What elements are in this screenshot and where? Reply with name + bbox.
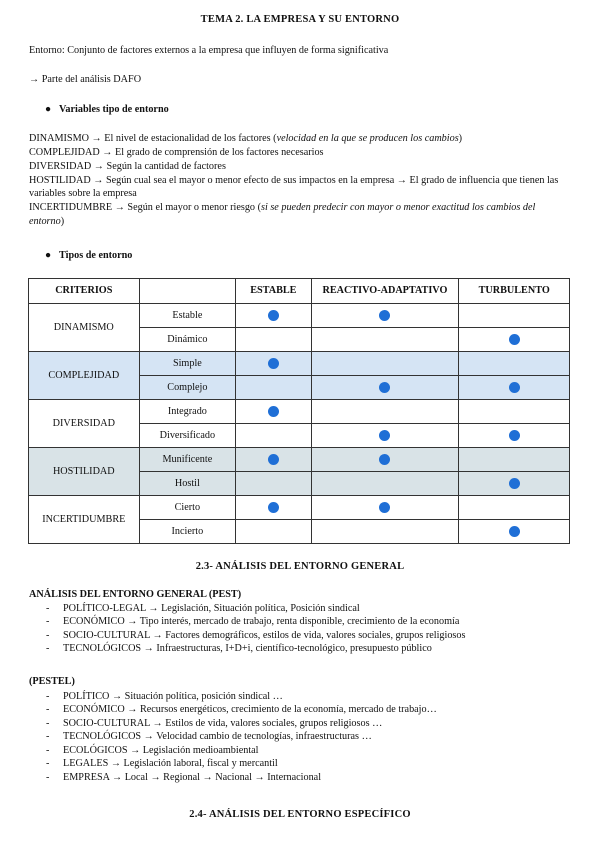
header-turbulento: TURBULENTO (459, 279, 570, 304)
mark-cell (311, 304, 459, 328)
mark-cell (236, 400, 311, 424)
list-item: - ECOLÓGICOS → Legislación medioambiental (46, 744, 259, 756)
sub-criterion: Cierto (139, 496, 236, 520)
mark-cell (311, 472, 459, 496)
sub-criterion: Diversificado (139, 424, 236, 448)
bullet-icon: ● (45, 104, 52, 115)
bullet-icon: ● (45, 250, 52, 261)
dash-icon: - (46, 643, 50, 655)
header-blank (139, 279, 236, 304)
marker-dot-icon (268, 358, 279, 369)
sub-criterion: Hostil (139, 472, 236, 496)
table-row (29, 496, 570, 520)
dash-icon: - (46, 744, 50, 756)
mark-cell (311, 424, 459, 448)
mark-cell (311, 352, 459, 376)
list-item: - POLÍTICO → Situación política, posición sindical … (46, 691, 283, 702)
dash-icon: - (46, 731, 50, 743)
header-criterios: CRITERIOS (29, 279, 140, 304)
mark-cell (311, 328, 459, 352)
pest-list (46, 602, 465, 656)
mark-cell (459, 304, 570, 328)
sub-criterion: Incierto (139, 520, 236, 544)
table-row (29, 304, 570, 328)
list-item: - TECNOLÓGICOS → Velocidad cambio de tecnologías, infraestructuras … (46, 731, 372, 743)
dash-icon: - (46, 629, 50, 641)
dash-icon: - (46, 616, 50, 628)
dash-icon: - (46, 603, 50, 614)
mark-cell (236, 328, 311, 352)
marker-dot-icon (379, 382, 390, 393)
variable-diversidad: DIVERSIDAD → Según la cantidad de factores (29, 160, 226, 172)
marker-dot-icon (268, 310, 279, 321)
mark-cell (459, 448, 570, 472)
marker-dot-icon (509, 478, 520, 489)
sub-criterion: Dinámico (139, 328, 236, 352)
mark-cell (459, 400, 570, 424)
section-2-4-heading: 2.4- ANÁLISIS DEL ENTORNO ESPECÍFICO (189, 809, 411, 820)
mark-cell (236, 424, 311, 448)
criterion-hostilidad: HOSTILIDAD (29, 448, 140, 496)
marker-dot-icon (509, 334, 520, 345)
mark-cell (459, 424, 570, 448)
mark-cell (236, 304, 311, 328)
criterion-incertidumbre: INCERTIDUMBRE (29, 496, 140, 544)
list-item: - EMPRESA → Local → Regional → Nacional → Internacional (46, 771, 322, 783)
list-item: - SOCIO-CULTURAL → Factores demográficos, estilos de vida, valores sociales, grupos religiosos (46, 629, 466, 641)
sub-criterion: Munificente (139, 448, 236, 472)
mark-cell (459, 352, 570, 376)
header-estable: ESTABLE (236, 279, 311, 304)
pestel-list (46, 690, 437, 784)
mark-cell (236, 496, 311, 520)
marker-dot-icon (379, 454, 390, 465)
list-item: - POLÍTICO-LEGAL → Legislación, Situación política, Posición sindical (46, 603, 360, 614)
mark-cell (236, 448, 311, 472)
mark-cell (236, 352, 311, 376)
dafo-note: → Parte del análisis DAFO (29, 74, 142, 85)
marker-dot-icon (268, 406, 279, 417)
mark-cell (459, 496, 570, 520)
entorno-definition: Entorno: Conjunto de factores externos a la empresa que influyen de forma significativa (29, 45, 389, 56)
variables-heading-text: Variables tipo de entorno (59, 104, 169, 115)
mark-cell (459, 520, 570, 544)
tipos-heading (45, 249, 132, 262)
mark-cell (459, 328, 570, 352)
table-row (29, 352, 570, 376)
dash-icon: - (46, 704, 50, 716)
list-item: - ECONÓMICO → Tipo interés, mercado de trabajo, renta disponible, crecimiento de la economía (46, 616, 460, 628)
variable-hostilidad: HOSTILIDAD → Según cual sea el mayor o menor efecto de sus impactos en la empresa → El grado de influencia que tienen las variables sobre la empresa (29, 174, 559, 200)
variable-complejidad: COMPLEJIDAD → El grado de comprensión de los factores necesarios (29, 146, 324, 158)
mark-cell (236, 376, 311, 400)
mark-cell (311, 448, 459, 472)
list-item: - SOCIO-CULTURAL → Estilos de vida, valores sociales, grupos religiosos … (46, 717, 383, 729)
marker-dot-icon (268, 502, 279, 513)
mark-cell (311, 496, 459, 520)
table-header-row (29, 279, 570, 304)
dash-icon: - (46, 691, 50, 702)
marker-dot-icon (268, 454, 279, 465)
mark-cell (311, 520, 459, 544)
header-reactivo-adaptativo: REACTIVO-ADAPTATIVO (311, 279, 459, 304)
variables-heading (45, 103, 169, 116)
criterion-diversidad: DIVERSIDAD (29, 400, 140, 448)
dash-icon: - (46, 717, 50, 729)
mark-cell (459, 472, 570, 496)
section-2-3-heading: 2.3- ANÁLISIS DEL ENTORNO GENERAL (195, 561, 405, 572)
marker-dot-icon (379, 310, 390, 321)
dash-icon: - (46, 758, 50, 770)
pestel-heading: (PESTEL) (29, 676, 75, 687)
table-row (29, 400, 570, 424)
entorno-types-table (28, 278, 570, 544)
criterion-dinamismo: DINAMISMO (29, 304, 140, 352)
criterion-complejidad: COMPLEJIDAD (29, 352, 140, 400)
variable-incertidumbre: INCERTIDUMBRE → Según el mayor o menor riesgo (si se pueden predecir con mayor o menor exactitud los cambios del entorno) (29, 202, 536, 227)
sub-criterion: Simple (139, 352, 236, 376)
pest-heading: ANÁLISIS DEL ENTORNO GENERAL (PEST) (29, 589, 242, 600)
dash-icon: - (46, 771, 50, 783)
sub-criterion: Complejo (139, 376, 236, 400)
marker-dot-icon (379, 430, 390, 441)
mark-cell (459, 376, 570, 400)
marker-dot-icon (379, 502, 390, 513)
sub-criterion: Estable (139, 304, 236, 328)
marker-dot-icon (509, 382, 520, 393)
variable-dinamismo: DINAMISMO → El nivel de estacionalidad de los factores (velocidad en la que se producen los cambios) (29, 133, 463, 144)
marker-dot-icon (509, 526, 520, 537)
list-item: - ECONÓMICO → Recursos energéticos, crecimiento de la economía, mercado de trabajo… (46, 704, 437, 716)
mark-cell (311, 400, 459, 424)
list-item: - LEGALES → Legislación laboral, fiscal y mercantil (46, 758, 278, 770)
tipos-heading-text: Tipos de entorno (59, 250, 133, 261)
mark-cell (236, 472, 311, 496)
sub-criterion: Integrado (139, 400, 236, 424)
table-row (29, 448, 570, 472)
mark-cell (311, 376, 459, 400)
marker-dot-icon (509, 430, 520, 441)
variables-list (29, 132, 569, 229)
list-item: - TECNOLÓGICOS → Infraestructuras, I+D+i, científico-tecnológico, presupuesto público (46, 643, 432, 655)
mark-cell (236, 520, 311, 544)
document-title: TEMA 2. LA EMPRESA Y SU ENTORNO (200, 14, 400, 25)
